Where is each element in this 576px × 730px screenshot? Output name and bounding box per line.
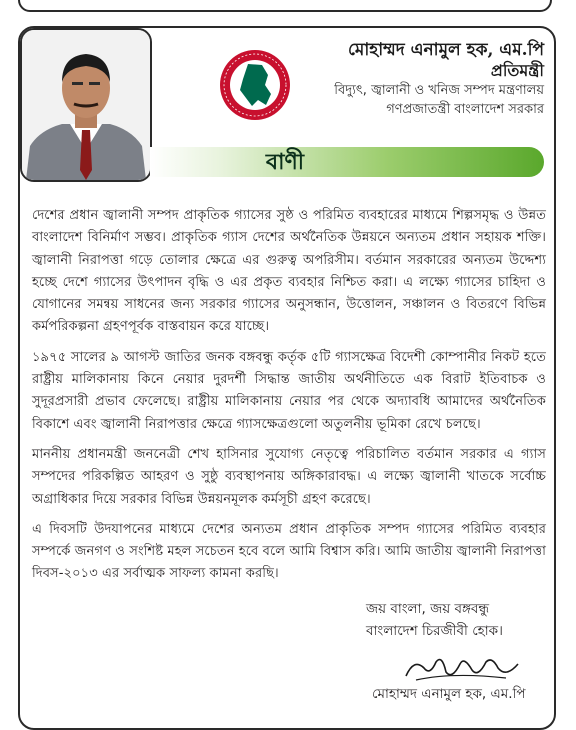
ministry-name: বিদ্যুৎ, জ্বালানী ও খনিজ সম্পদ মন্ত্রণালয়: [334, 83, 544, 98]
message-paragraph: এ দিবসটি উদযাপনের মাধ্যমে দেশের অন্যতম প্রধান প্রাকৃতিক সম্পদ গ্যাসের পরিমিত ব্যবহার সম্পর্কে জনগণ ও সংশিষ্ট মহল সচেতন হবে বলে আমি বিশ্বাস করি। আমি জাতীয় জ্বালানী নিরাপত্তা দিবস-২০১৩ এর সর্বাত্মক সাফল্য কামনা করছি।: [32, 521, 546, 582]
message-paragraph: দেশের প্রধান জ্বালানী সম্পদ প্রাকৃতিক গ্যাসের সুষ্ঠ ও পরিমিত ব্যবহারের মাধ্যমে শিল্পসমৃদ্ধ ও উন্নত বাংলাদেশ বিনির্মাণ সম্ভব। প্রাকৃতিক গ্যাস দেশের অর্থনৈতিক উন্নয়নে অন্যতম প্রধান সহায়ক শক্তি। জ্বালানী নিরাপত্তা গড়ে তোলার ক্ষেত্রে এর গুরুত্ব অপরিসীম। বর্তমান সরকারের অন্যতম উদ্দেশ্য হচ্ছে দেশে গ্যাসের উৎপাদন বৃদ্ধি ও এর প্রকৃত ব্যবহার নিশ্চিত করা। এ লক্ষ্যে গ্যাসের চাহিদা ও যোগানের সমন্বয় সাধনের জন্য সরকার গ্যাসের অনুসন্ধান, উত্তোলন, সঞ্চালন ও বিতরণে বিভিন্ন কর্মপরিকল্পনা গ্রহণপূর্বক বাস্তবায়ন করে যাচ্ছে।: [32, 208, 546, 335]
message-paragraph: মাননীয় প্রধানমন্ত্রী জননেত্রী শেখ হাসিনার সুযোগ্য নেতৃত্বে পরিচালিত বর্তমান সরকার এ গ্যাস সম্পদের পরিকল্পিত আহরণ ও সুষ্ঠু ব্যবস্থাপনায় অঙ্গিকারাবদ্ধ। এ লক্ষ্যে জ্বালানী খাতকে সর্বোচ্চ অগ্রাধিকার দিয়ে সরকার বিভিন্ন উন্নয়নমূলক কর্মসূচী গ্রহণ করেছে।: [32, 446, 546, 507]
handwritten-signature: [402, 650, 526, 688]
top-frame: [18, 0, 552, 12]
minister-designation: প্রতিমন্ত্রী: [490, 61, 544, 80]
section-banner: [150, 147, 544, 177]
portrait-photo: [20, 28, 152, 182]
section-title: বাণী: [265, 149, 305, 175]
signer-name: মোহাম্মদ এনামুল হক, এম.পি: [372, 686, 526, 702]
government-name: গণপ্রজাতন্ত্রী বাংলাদেশ সরকার: [386, 102, 544, 117]
header-block: [244, 40, 544, 119]
message-body: [32, 205, 546, 594]
message-paragraph: ১৯৭৫ সালের ৯ আগস্ট জাতির জনক বঙ্গবন্ধু কর্তৃক ৫টি গ্যাসক্ষেত্র বিদেশী কোম্পানীর নিকট হতে রাষ্ট্রীয় মালিকানায় কিনে নেয়ার দুরদর্শী সিদ্ধান্ত জাতীয় অর্থনীতিতে এক বিরাট ইতিবাচক ও সুদূরপ্রসারী প্রভাব ফেলেছে। রাষ্ট্রীয় মালিকানায় নেয়ার পর থেকে অদ্যাবধি আমাদের অর্থনৈতিক বিকাশে এবং জ্বালানী নিরাপত্তার ক্ষেত্রে গ্যাসক্ষেত্রগুলো অতুলনীয় ভূমিকা রেখে চলছে।: [32, 349, 546, 432]
closing-line: বাংলাদেশ চিরজীবী হোক।: [366, 623, 503, 639]
closing-block: [366, 598, 546, 642]
closing-line: জয় বাংলা, জয় বঙ্গবন্ধু: [366, 601, 490, 617]
minister-name: মোহাম্মদ এনামুল হক, এম.পি: [348, 40, 544, 60]
